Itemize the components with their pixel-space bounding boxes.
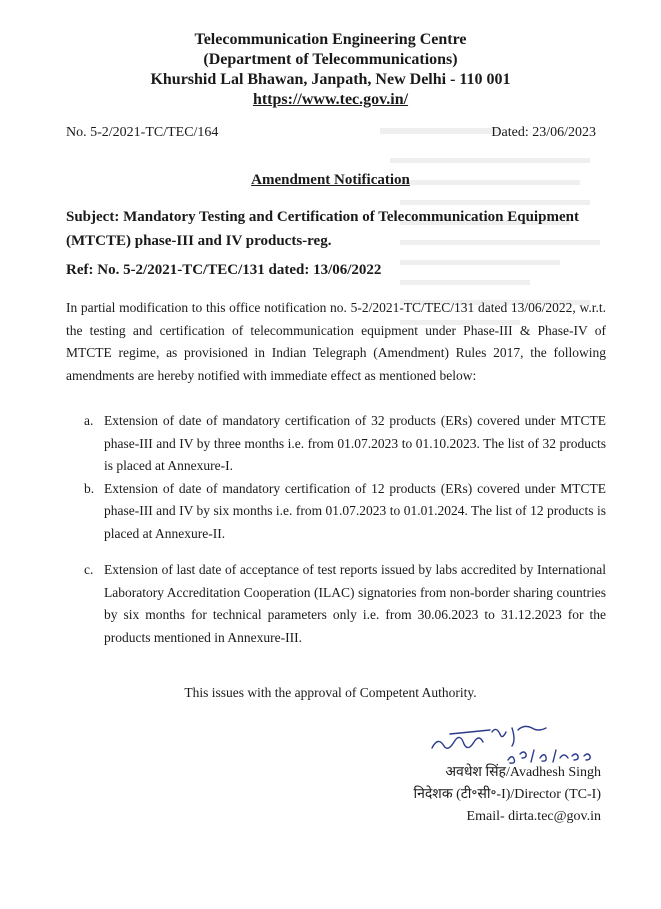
list-item xyxy=(66,559,606,649)
department-name: (Department of Telecommunications) xyxy=(203,51,458,68)
list-item-text: Extension of last date of acceptance of test reports issued by labs accredited by International Laboratory Accreditation Cooperation (ILAC) signatories from non-border sharing countries by six months for technical parameters only i.e. from 30.06.2023 to 31.12.2023 for the products mentioned in Annexure-III. xyxy=(104,562,606,645)
intro-paragraph: In partial modification to this office notification no. 5-2/2021-TC/TEC/131 dated 13/06/2022, w.r.t. the testing and certification of telecommunication equipment under Phase-III & Phase-IV of MTCTE regime, as provisioned in Indian Telegraph (Amendment) Rules 2017, the following amendments are hereby notified with immediate effect as mentioned below: xyxy=(66,300,606,383)
subject-line: Subject: Mandatory Testing and Certification of Telecommunication Equipment (MTCTE) phase-III and IV products-reg. xyxy=(66,209,579,249)
list-item-text: Extension of date of mandatory certification of 32 products (ERs) covered under MTCTE phase-III and IV by three months i.e. from 01.07.2023 to 01.10.2023. The list of 32 products is placed at Annexure-I. xyxy=(104,413,606,473)
ref-line: Ref: No. 5-2/2021-TC/TEC/131 dated: 13/06/2022 xyxy=(66,262,382,278)
signatory-block xyxy=(413,762,601,828)
list-item xyxy=(66,410,606,478)
list-item-marker: b. xyxy=(84,480,95,496)
list-item xyxy=(66,478,606,546)
org-name: Telecommunication Engineering Centre xyxy=(194,31,467,48)
dated: Dated: 23/06/2023 xyxy=(491,125,596,140)
reference-number: No. 5-2/2021-TC/TEC/164 xyxy=(66,125,219,140)
list-item-marker: a. xyxy=(84,413,94,428)
signatory-designation: निदेशक (टी॰सी॰-I)/Director (TC-I) xyxy=(413,787,601,802)
address: Khurshid Lal Bhawan, Janpath, New Delhi - 110 001 xyxy=(150,71,511,88)
list-item-text: Extension of date of mandatory certification of 12 products (ERs) covered under MTCTE phase-III and IV by six months i.e. from 01.07.2023 to 01.01.2024. The list of 12 products is placed at Annexure-II. xyxy=(104,480,606,541)
handwritten-signature xyxy=(420,720,620,768)
amendment-list xyxy=(66,410,606,649)
closing-line: This issues with the approval of Competent Authority. xyxy=(184,685,477,700)
list-item-marker: c. xyxy=(84,562,94,577)
signatory-name: अवधेश सिंह/Avadhesh Singh xyxy=(445,765,601,780)
signatory-email[interactable]: Email- dirta.tec@gov.in xyxy=(466,809,601,824)
letterhead xyxy=(0,30,661,110)
website-link[interactable]: https://www.tec.gov.in/ xyxy=(252,91,409,108)
notification-title: Amendment Notification xyxy=(251,172,410,188)
